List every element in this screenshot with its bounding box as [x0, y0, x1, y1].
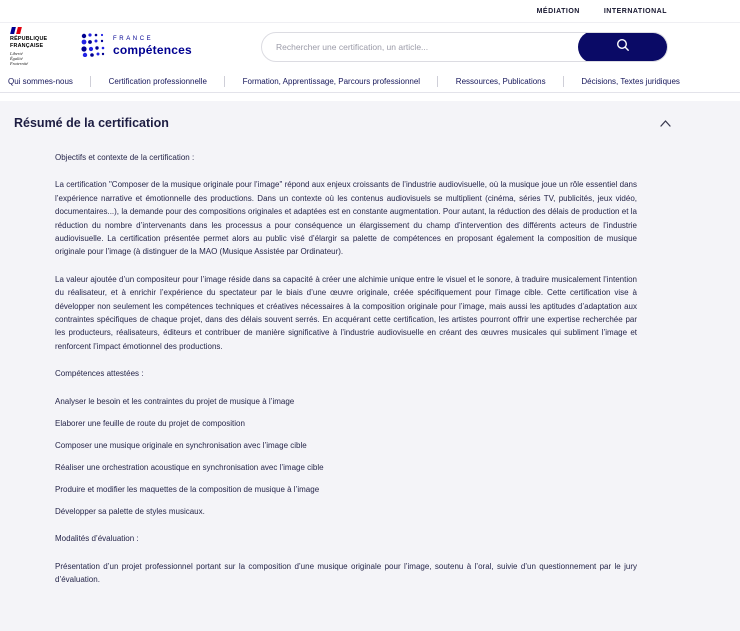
objectifs-paragraph-1: La certification "Composer de la musique originale pour l’image" répond aux enjeux croissants de l’industrie audiovisuelle, où la musique joue un rôle essentiel dans l’expérience narrative et émotionnelle des productions. Dans un contexte où les contenus audiovisuels se multiplient (cinéma, séries TV, publicités, jeux vidéo, documentaires...), la demande pour des compositions originales et adaptées est en constante augmentation. Pour autant, la réduction des délais de production et la réduction du nombre d’intervenants dans les processus a pour conséquence un élargissement du champ d’intervention des différents acteurs de l’industrie audiovisuelle. La certification présentée permet alors au public visé d’élargir sa palette de compétences en proposant également la composition de musique originale pour l’image (à distinguer de la MAO (Musique Assistée par Ordinateur). [55, 180, 637, 257]
france-competences-logo[interactable] [80, 31, 192, 62]
rf-motto: Liberté Égalité Fraternité [10, 50, 29, 66]
objectifs-heading: Objectifs et contexte de la certification : [55, 153, 195, 162]
dots-pattern-icon [80, 31, 106, 62]
modalites-paragraph: Présentation d’un projet professionnel portant sur la composition d’une musique originale pour l’image, soutenu à l’oral, suivie d’un questionnement par le jury d’évaluation. [55, 561, 637, 584]
competence-item: Développer sa palette de styles musicaux. [55, 506, 205, 516]
brand-name-top: FRANCE [113, 36, 154, 42]
nav-divider [90, 76, 91, 87]
competence-item: Analyser le besoin et les contraintes du projet de musique à l’image [55, 396, 295, 406]
competence-item: Réaliser une orchestration acoustique en synchronisation avec l’image cible [55, 462, 324, 472]
topbar-link-international[interactable]: INTERNATIONAL [603, 7, 667, 15]
nav-item-decisions-textes-juridiques[interactable]: Décisions, Textes juridiques [581, 76, 680, 86]
nav-divider [563, 76, 564, 87]
header-content-gap [0, 93, 740, 101]
brand-wordmark [113, 36, 192, 57]
rf-name: RÉPUBLIQUE FRANÇAISE [10, 36, 48, 49]
objectifs-paragraph-2: La valeur ajoutée d’un compositeur pour l’image réside dans sa capacité à créer une alchimie unique entre le visuel et le sonore, à traduire musicalement l’intention du réalisateur, et à enrichir l’expérience du spectateur par le biais d’une œuvre originale, créée spécifiquement pour l’image cible. Cette certification vise à développer non seulement les compétences techniques et créatives nécessaires à la composition originale pour l’image, mais aussi les aptitudes d’adaptation aux contraintes spécifiques de chaque projet, dans des délais souvent serrés. En acquérant cette certification, les artistes pourront offrir une expertise recherchée par les producteurs, réalisateurs, éditeurs et contribuer de manière significative à l’industrie audiovisuelle en créant des œuvres musicales qui subliment l’image et renforcent l’impact émotionnel des productions. [55, 274, 637, 351]
collapse-section-button[interactable] [658, 118, 673, 129]
site-header [0, 23, 740, 70]
republique-francaise-logo [10, 27, 64, 66]
french-flag-icon [11, 27, 64, 34]
chevron-up-icon [660, 115, 671, 130]
nav-item-qui-sommes-nous[interactable]: Qui sommes-nous [8, 76, 73, 86]
competences-heading: Compétences attestées : [55, 369, 144, 379]
brand-name-bottom: compétences [113, 43, 192, 57]
modalites-heading: Modalités d’évaluation : [55, 534, 139, 544]
section-title: Résumé de la certification [14, 116, 169, 130]
competence-item: Produire et modifier les maquettes de la composition de musique à l’image [55, 484, 320, 494]
search-bar [261, 32, 668, 62]
search-button[interactable] [578, 32, 668, 62]
competence-item: Elaborer une feuille de route du projet de composition [55, 418, 245, 428]
topbar-link-mediation[interactable]: MÉDIATION [536, 7, 580, 15]
nav-item-certification-professionnelle[interactable]: Certification professionnelle [108, 76, 207, 86]
search-input[interactable] [262, 42, 578, 52]
competence-item: Composer une musique originale en synchronisation avec l’image cible [55, 440, 307, 450]
nav-item-ressources-publications[interactable]: Ressources, Publications [455, 76, 546, 86]
nav-divider [437, 76, 438, 87]
nav-divider [224, 76, 225, 87]
main-navigation [0, 70, 740, 93]
topbar [0, 0, 740, 23]
search-icon [616, 38, 630, 55]
nav-item-formation-apprentissage[interactable]: Formation, Apprentissage, Parcours professionnel [242, 76, 421, 86]
section-header [14, 116, 726, 130]
certification-summary-section [0, 101, 740, 631]
certification-summary-body [55, 151, 637, 586]
